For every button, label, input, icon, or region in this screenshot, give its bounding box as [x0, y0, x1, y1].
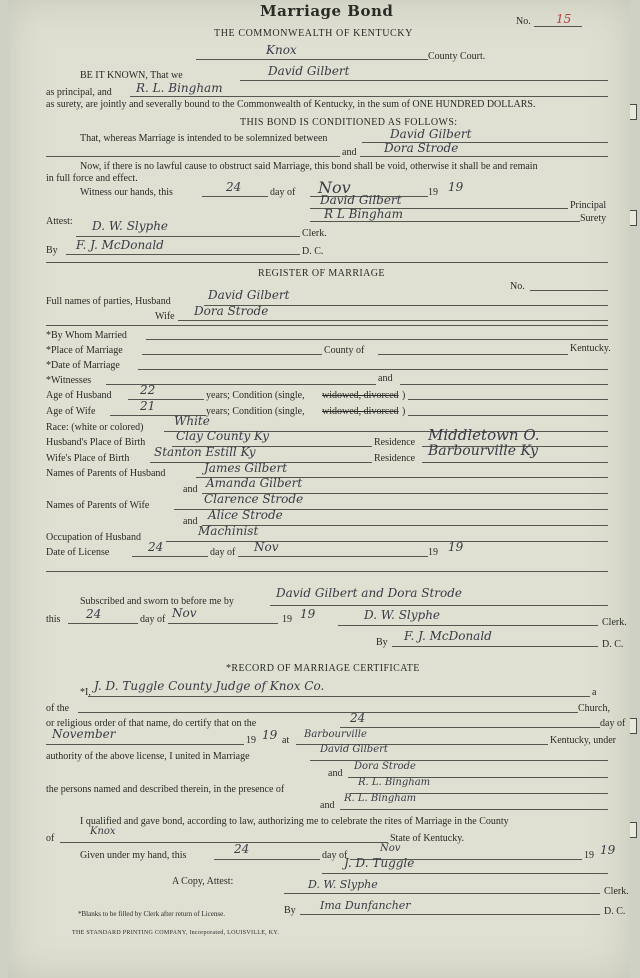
as-principal-label: as principal, and — [46, 87, 112, 98]
kentucky-label-register: Kentucky. — [570, 343, 611, 354]
whereas-label: That, whereas Marriage is intended to be solemnized between — [80, 133, 328, 144]
cert-month-value: November — [52, 727, 116, 741]
given-day-value: 24 — [234, 842, 250, 856]
sworn-dc-label: D. C. — [602, 639, 624, 650]
religious-order-label: or religious order of that name, do certify that on the — [46, 718, 257, 729]
widowed-divorced-wife: widowed, divorced — [322, 406, 399, 417]
cert-witness-and-label: and — [320, 800, 335, 811]
given-year-value: 19 — [600, 843, 616, 857]
surety-name: R. L. Bingham — [136, 81, 223, 95]
conditioned-heading: THIS BOND IS CONDITIONED AS FOLLOWS: — [240, 117, 458, 128]
sworn-year-prefix: 19 — [282, 614, 292, 625]
cert-a-label: a — [592, 687, 597, 698]
officiant-name: J. D. Tuggle County Judge of Knox Co. — [94, 679, 325, 693]
wife-label: Wife — [155, 311, 175, 322]
given-month-value: Nov — [380, 843, 401, 854]
document-title: Marriage Bond — [260, 2, 394, 20]
surety-signature: R L Bingham — [324, 207, 403, 221]
officiant-signature: J. D. Tuggle — [344, 856, 415, 870]
dc-label: D. C. — [302, 246, 324, 257]
persons-named-label: the persons named and described therein, in the presence of — [46, 784, 285, 795]
subscribed-sworn-label: Subscribed and sworn to before me by — [80, 596, 234, 607]
deputy-clerk-signature: F. J. McDonald — [76, 238, 164, 252]
surety-clause: as surety, are jointly and severally bound to the Commonwealth of Kentucky, in the sum of ONE HUNDRED DOLLARS. — [46, 99, 536, 110]
widowed-divorced-husband: widowed, divorced — [322, 390, 399, 401]
cert-and-label: and — [328, 768, 343, 779]
license-day-of-label: day of — [210, 547, 236, 558]
witness-year-value: 19 — [448, 180, 464, 194]
sworn-deputy-signature: F. J. McDonald — [404, 629, 492, 643]
cert-day-value: 24 — [350, 711, 366, 725]
sworn-clerk-label: Clerk. — [602, 617, 627, 628]
wife-parents-and-label: and — [183, 516, 198, 527]
age-husband-value: 22 — [140, 383, 156, 397]
printer-imprint: THE STANDARD PRINTING COMPANY, Incorporated, LOUISVILLE, KY. — [72, 930, 280, 936]
church-label: Church, — [578, 703, 610, 714]
and-label: and — [342, 147, 357, 158]
occupation-label: Occupation of Husband — [46, 532, 141, 543]
copy-dc-label: D. C. — [604, 906, 626, 917]
clerk-label: Clerk. — [302, 228, 327, 239]
lawful-cause-text: Now, if there is no lawful cause to obstruct said Marriage, this bond shall be void, otherwise it shall be and remain — [80, 161, 538, 172]
cert-kentucky-under-label: Kentucky, under — [550, 735, 616, 746]
bond-number-value: 15 — [556, 12, 572, 26]
occupation-value: Machinist — [198, 524, 259, 538]
age-husband-label: Age of Husband — [46, 390, 112, 401]
principal-label: Principal — [570, 200, 607, 211]
cert-day-of-label: day of — [600, 718, 626, 729]
wife-residence-value: Barbourville Ky — [428, 443, 538, 459]
binder-tab — [630, 104, 637, 120]
sworn-clerk-signature: D. W. Slyphe — [364, 608, 441, 622]
date-of-marriage-label: *Date of Marriage — [46, 360, 120, 371]
of-the-label: of the — [46, 703, 70, 714]
witnesses-and-label: and — [378, 373, 393, 384]
race-label: Race: (white or colored) — [46, 422, 144, 433]
copy-clerk-label: Clerk. — [604, 886, 629, 897]
be-it-known-label: BE IT KNOWN, That we — [80, 70, 183, 81]
principal-signature: David Gilbert — [320, 193, 402, 207]
marriage-bond-document — [8, 0, 630, 978]
principal-name: David Gilbert — [268, 64, 350, 78]
cert-witness1-value: R. L. Bingham — [358, 777, 431, 788]
sworn-this-label: this — [46, 614, 61, 625]
cert-of-label: of — [46, 833, 55, 844]
commonwealth-heading: THE COMMONWEALTH OF KENTUCKY — [214, 28, 413, 39]
copy-by-label: By — [284, 905, 296, 916]
wife-birthplace-label: Wife's Place of Birth — [46, 453, 130, 464]
age-wife-value: 21 — [140, 399, 156, 413]
condition-husband-label: years; Condition (single, — [206, 390, 305, 401]
husband-mother-value: Amanda Gilbert — [206, 476, 303, 490]
husband-father-value: James Gilbert — [204, 461, 288, 475]
cert-witness2-value: R. L. Bingham — [344, 793, 417, 804]
copy-clerk-signature: D. W. Slyphe — [308, 878, 378, 891]
cert-groom-value: David Gilbert — [320, 744, 388, 755]
authority-label: authority of the above license, I united in Marriage — [46, 751, 250, 762]
by-whom-married-label: *By Whom Married — [46, 330, 127, 341]
cert-at-label: at — [282, 735, 290, 746]
record-heading: *RECORD OF MARRIAGE CERTIFICATE — [226, 663, 420, 674]
by-label: By — [46, 245, 58, 256]
husband-parents-and-label: and — [183, 484, 198, 495]
wife-parents-label: Names of Parents of Wife — [46, 500, 150, 511]
license-year-value: 19 — [448, 540, 464, 554]
binder-tab — [630, 822, 637, 838]
wife-mother-value: Alice Strode — [208, 508, 283, 522]
county-court-county: Knox — [266, 43, 297, 57]
sworn-day-value: 24 — [86, 607, 102, 621]
full-force-text: in full force and effect. — [46, 173, 138, 184]
license-day-value: 24 — [148, 540, 164, 554]
condition-wife-label: years; Condition (single, — [206, 406, 305, 417]
husband-residence-value: Middletown O. — [428, 426, 540, 444]
husband-birthplace-label: Husband's Place of Birth — [46, 437, 146, 448]
place-of-marriage-label: *Place of Marriage — [46, 345, 123, 356]
county-of-label: County of — [324, 345, 365, 356]
bride-name: Dora Strode — [384, 141, 459, 155]
condition-close-wife: ) — [402, 406, 406, 417]
attest-clerk-signature: D. W. Slyphe — [92, 219, 169, 233]
sworn-by-label: By — [376, 637, 388, 648]
blanks-footnote: *Blanks to be filled by Clerk after return of License. — [78, 910, 225, 918]
county-court-label: County Court. — [428, 51, 486, 62]
husband-parents-label: Names of Parents of Husband — [46, 468, 166, 479]
attest-label: Attest: — [46, 216, 73, 227]
binder-tab — [630, 210, 637, 226]
cert-bride-value: Dora Strode — [354, 761, 416, 772]
given-day-of-label: day of — [322, 850, 348, 861]
witness-month-value: Nov — [318, 178, 351, 197]
race-value: White — [174, 414, 210, 428]
binder-tab — [630, 718, 637, 734]
wife-residence-label: Residence — [374, 453, 416, 464]
surety-label: Surety — [580, 213, 607, 224]
witnesses-label: *Witnesses — [46, 375, 92, 386]
bond-number-label: No. — [516, 16, 531, 27]
sworn-day-of-label: day of — [140, 614, 166, 625]
register-no-label: No. — [510, 281, 525, 292]
full-names-label: Full names of parties, Husband — [46, 296, 171, 307]
cert-year-value: 19 — [262, 728, 278, 742]
year-prefix: 19 — [428, 187, 438, 198]
wife-full-name: Dora Strode — [194, 304, 269, 318]
sworn-month-value: Nov — [172, 606, 197, 620]
husband-birthplace-value: Clay County Ky — [176, 429, 270, 443]
witness-hands-label: Witness our hands, this — [80, 187, 173, 198]
cert-place-value: Barbourville — [304, 729, 367, 740]
witness-day-value: 24 — [226, 180, 242, 194]
date-of-license-label: Date of License — [46, 547, 110, 558]
cert-i-label: *I, — [80, 687, 91, 698]
license-month-value: Nov — [254, 540, 279, 554]
groom-name: David Gilbert — [390, 127, 472, 141]
state-of-kentucky-label: State of Kentucky. — [390, 833, 465, 844]
husband-full-name: David Gilbert — [208, 288, 290, 302]
given-under-hand-label: Given under my hand, this — [80, 850, 187, 861]
age-wife-label: Age of Wife — [46, 406, 96, 417]
wife-father-value: Clarence Strode — [204, 492, 304, 506]
wife-birthplace-value: Stanton Estill Ky — [154, 445, 256, 459]
sworn-year-value: 19 — [300, 607, 316, 621]
copy-deputy-signature: Ima Dunfancher — [320, 899, 411, 912]
sworn-names-value: David Gilbert and Dora Strode — [276, 586, 463, 600]
condition-close-husband: ) — [402, 390, 406, 401]
given-year-prefix: 19 — [584, 850, 594, 861]
register-heading: REGISTER OF MARRIAGE — [258, 268, 385, 279]
license-year-prefix: 19 — [428, 547, 438, 558]
cert-year-prefix: 19 — [246, 735, 256, 746]
husband-residence-label: Residence — [374, 437, 416, 448]
a-copy-attest-label: A Copy, Attest: — [172, 876, 234, 887]
day-of-label: day of — [270, 187, 296, 198]
qualified-bond-text: I qualified and gave bond, according to law, authorizing me to celebrate the rites of Marriage in the County — [80, 816, 509, 827]
cert-county-value: Knox — [90, 826, 116, 837]
